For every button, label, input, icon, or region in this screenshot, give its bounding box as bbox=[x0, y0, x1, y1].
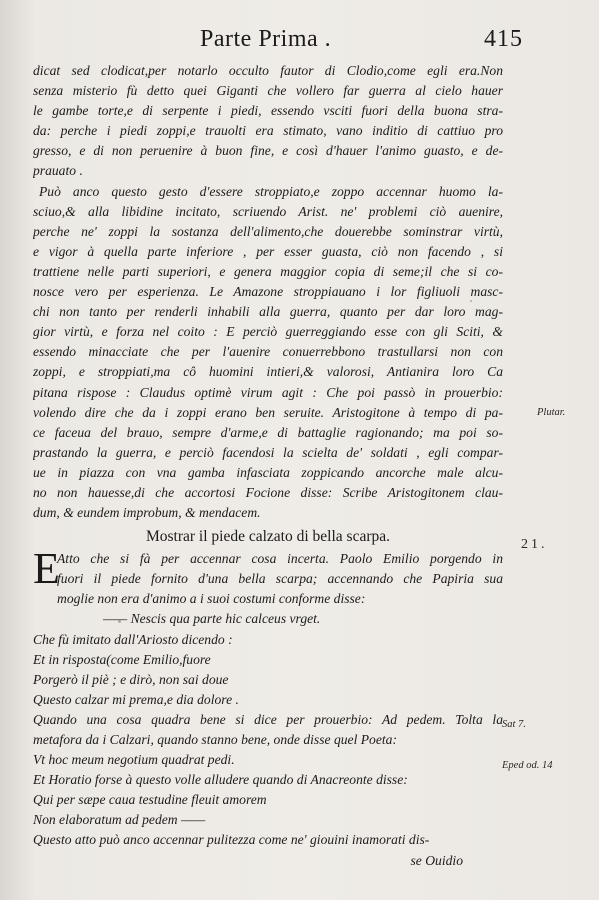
page-number: 415 bbox=[484, 26, 523, 52]
text-line: pitana rispose : Claudus optimè virum agit : Che poi passò in prouerbio: bbox=[33, 384, 503, 400]
text-line: essendo minacciate che per l'auenire conuerrebbono trastullarsi non con bbox=[33, 344, 503, 360]
verse-line: Qui per sæpe caua testudine fleuit amorem bbox=[33, 792, 267, 808]
text-line: Può anco questo gesto d'essere stroppiato,e zoppo accennar huomo la- bbox=[39, 183, 503, 199]
drop-cap: E bbox=[33, 544, 60, 594]
text-line: gresso, e di non peruenire à buon fine, e così d'hauer l'animo guasto, e de- bbox=[33, 143, 503, 159]
text-line: Questo atto può anco accennar pulitezza come ne' giouini inamorati dis- bbox=[33, 832, 430, 848]
body-text bbox=[33, 61, 503, 871]
verse-line: Vt hoc meum negotium quadrat pedi. bbox=[33, 752, 235, 768]
text-line: moglie non era d'animo a i suoi costumi conforme disse: bbox=[57, 591, 366, 607]
ink-spot bbox=[470, 300, 472, 302]
text-line: da: perche i piedi zoppi,e trauolti era stimato, vano inditio di cattiuo pro bbox=[33, 123, 503, 139]
text-line: e vigor à quella parte inferiore , per esser guasta, ciò non facendo , si bbox=[33, 243, 503, 259]
margin-note-number: 21. bbox=[521, 537, 548, 552]
text-line: sciuo,& alla libidine incitato, scriuendo Arist. ne' problemi ciò auenire, bbox=[33, 203, 503, 219]
text-line: Et Horatio forse à questo volle alludere quando di Anacreonte disse: bbox=[33, 772, 408, 788]
text-line: zoppi, e stroppiati,ma cô huomini intieri,& valorosi, Antianira loro Ca bbox=[33, 364, 503, 380]
text-line: ce faceua del brauo, sempre d'arme,e di battaglie ragionando; ma poi so- bbox=[33, 424, 503, 440]
text-line: volendo dire che da i zoppi erano ben seruite. Aristogitone à tempo di pa- bbox=[33, 404, 503, 420]
text-line: gior virtù, e forza nel coito : E perciò guerreggiando esse con gli Sciti, & bbox=[33, 324, 503, 340]
text-line: metafora da i Calzari, quando stanno bene, onde disse quel Poeta: bbox=[33, 732, 397, 747]
text-line: Quando una cosa quadra bene si dice per prouerbio: Ad pedem. Tolta la bbox=[33, 711, 503, 727]
text-line: ue in piazza con vna gamba infasciata zoppicando ancorche male alcu- bbox=[33, 464, 503, 480]
text-line: dum, & eundem improbum, & mendacem. bbox=[33, 505, 261, 521]
text-line: chi non tanto per renderli inhabili alla guerra, quanto per dar loro mag- bbox=[33, 304, 503, 320]
verse-line: Porgerò il piè ; e dirò, non sai doue bbox=[33, 671, 229, 687]
verse-line: Non elaboratum ad pedem —— bbox=[33, 812, 206, 828]
ink-spot bbox=[118, 620, 121, 623]
margin-note-epode: Eped od. 14 bbox=[502, 760, 553, 771]
text-line: nosce vero per esperienza. Le Amazone stroppiauano i lor figliuoli masc- bbox=[33, 284, 503, 300]
margin-note-satire: Sat 7. bbox=[502, 719, 526, 730]
text-line: fuori il piede fornito d'una bella scarpa; accennando che Papiria sua bbox=[57, 571, 503, 587]
text-line: perche ne' zoppi la sostanza dell'alimento,che douerebbe sominstrar virtù, bbox=[33, 223, 503, 239]
text-line: no non hauesse,di che accortosi Focione disse: Scribe Aristogitonem clau- bbox=[33, 484, 503, 500]
running-head bbox=[0, 26, 599, 60]
verse-line: Et in risposta(come Emilio,fuore bbox=[33, 651, 211, 667]
text-line: trattiene nelle parti superiori, e genera maggior copia di seme;il che si co- bbox=[33, 263, 503, 279]
text-line: prauato . bbox=[33, 163, 83, 179]
text-line: dicat sed clodicat,per notarlo occulto fautor di Clodio,come egli era.Non bbox=[33, 63, 503, 78]
page-title: Parte Prima . bbox=[200, 26, 332, 52]
text-line: Atto che si fà per accennar cosa incerta. Paolo Emilio porgendo in bbox=[57, 551, 503, 567]
section-heading: Mostrar il piede calzato di bella scarpa. bbox=[145, 528, 391, 546]
text-line: Che fù imitato dall'Ariosto dicendo : bbox=[33, 631, 233, 647]
text-line: senza misterio fù detto quei Giganti che vollero far guerra al cielo hauer bbox=[33, 83, 503, 99]
paragraph-1 bbox=[33, 61, 503, 182]
section-opening bbox=[33, 544, 503, 609]
paragraph-2 bbox=[33, 182, 503, 524]
latin-quote: —— Nescis qua parte hic calceus vrget. bbox=[103, 611, 321, 627]
catchword-line: se Ouidio bbox=[410, 852, 463, 868]
text-line: le gambe torte,e di serpente i piedi, essendo vsciti fuori della buona stra- bbox=[33, 103, 503, 119]
text-line: prastando la guerra, e perciò facendosi la scielta de' soldati , egli compar- bbox=[33, 444, 503, 460]
margin-note-plutar: Plutar. bbox=[537, 407, 566, 418]
verse-line: Questo calzar mi prema,e dia dolore . bbox=[33, 691, 239, 707]
